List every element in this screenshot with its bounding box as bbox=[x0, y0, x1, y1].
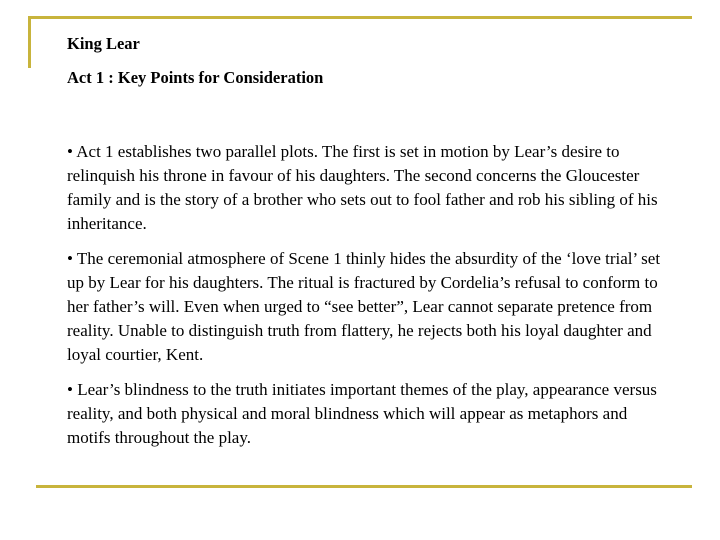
bullet-point-2: • The ceremonial atmosphere of Scene 1 thinly hides the absurdity of the ‘love trial’ set up by Lear for his daughters. The ritual is fractured by Cordelia’s refusal to conform to her father’s will. Even when urged to “see better”, Lear cannot separate pretence from reality. Unable to distinguish truth from flattery, he rejects both his loyal daughter and loyal courtier, Kent. bbox=[67, 249, 661, 364]
bullet-point-1: • Act 1 establishes two parallel plots. The first is set in motion by Lear’s desire to relinquish his throne in favour of his daughters. The second concerns the Gloucester family and is the story of a brother who sets out to fool father and rob his sibling of his inheritance. bbox=[67, 142, 658, 233]
bullet-point-3: • Lear’s blindness to the truth initiates important themes of the play, appearance versus reality, and both physical and moral blindness which will appear as metaphors and motifs throughout the play. bbox=[67, 380, 657, 447]
slide-subtitle: Act 1 : Key Points for Consideration bbox=[67, 68, 324, 87]
top-decorative-rule bbox=[28, 16, 692, 19]
bullet-list bbox=[67, 140, 667, 461]
bottom-decorative-rule bbox=[36, 485, 692, 488]
left-decorative-rule bbox=[28, 16, 31, 68]
slide-title: King Lear bbox=[67, 34, 140, 53]
